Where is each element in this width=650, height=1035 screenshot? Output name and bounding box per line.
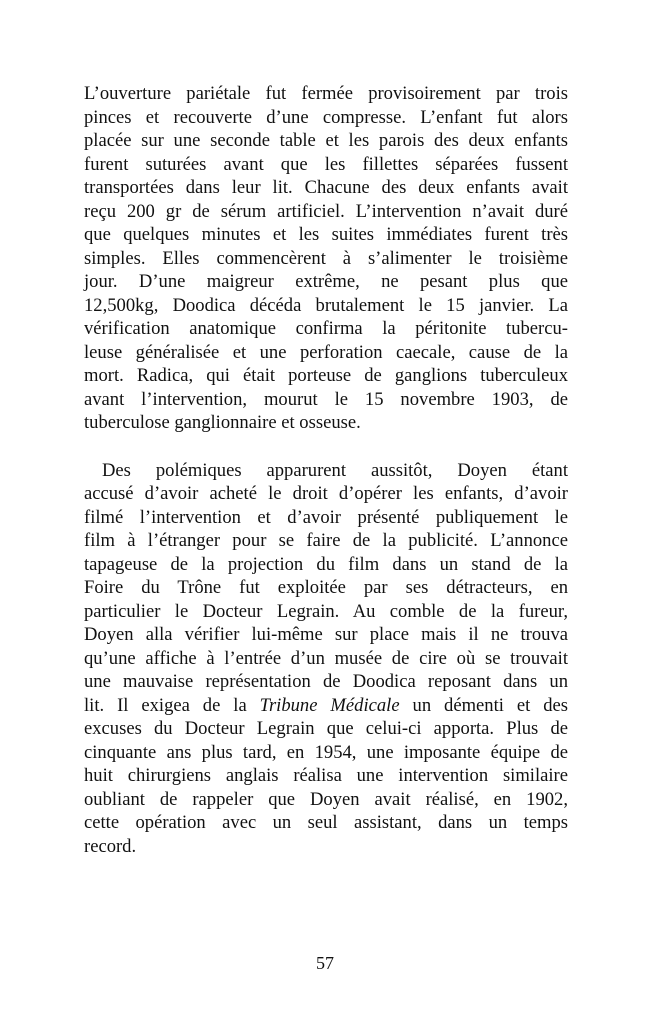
text-line-with-italic (84, 694, 568, 718)
text-line: Foire du Trône fut exploitée par ses détracteurs, en (84, 577, 568, 598)
text-line: transportées dans leur lit. Chacune des deux enfants avait (84, 177, 568, 198)
text-line: mort. Radica, qui était porteuse de ganglions tuberculeux (84, 365, 568, 386)
text-line: tuberculose ganglionnaire et osseuse. (84, 412, 361, 433)
text-line: L’ouverture pariétale fut fermée provisoirement par trois (84, 83, 568, 104)
body-text (84, 82, 568, 858)
text-line: reçu 200 gr de sérum artificiel. L’intervention n’avait duré (84, 200, 568, 222)
text-line: avant l’intervention, mourut le 15 novembre 1903, de (84, 388, 568, 410)
text-line: Des polémiques apparurent aussitôt, Doyen étant (102, 459, 568, 481)
text-line: oubliant de rappeler que Doyen avait réalisé, en 1902, (84, 788, 568, 810)
text-line: pinces et recouverte d’une compresse. L’enfant fut alors (84, 106, 568, 128)
text-run: un démenti et des (399, 694, 568, 716)
text-line: placée sur une seconde table et les parois des deux enfants (84, 130, 568, 151)
text-line: filmé l’intervention et d’avoir présenté publiquement le (84, 506, 568, 528)
text-line: une mauvaise représentation de Doodica reposant dans un (84, 671, 568, 692)
page-number: 57 (316, 953, 334, 973)
text-line: accusé d’avoir acheté le droit d’opérer les enfants, d’avoir (84, 483, 568, 504)
text-line: excuses du Docteur Legrain que celui-ci apporta. Plus de (84, 718, 568, 739)
text-line: simples. Elles commencèrent à s’alimenter le troisième (84, 247, 568, 269)
text-line: 12,500kg, Doodica décéda brutalement le 15 janvier. La (84, 294, 568, 316)
text-line: que quelques minutes et les suites immédiates furent très (84, 224, 568, 245)
text-line: tapageuse de la projection du film dans un stand de la (84, 553, 568, 575)
text-line: jour. D’une maigreur extrême, ne pesant plus que (84, 271, 568, 292)
text-line: cette opération avec un seul assistant, dans un temps (84, 812, 568, 833)
text-line: film à l’étranger pour se faire de la publicité. L’annonce (84, 530, 568, 551)
text-line: cinquante ans plus tard, en 1954, une imposante équipe de (84, 741, 568, 763)
text-line: record. (84, 835, 137, 857)
italic-title: Tribune Médicale (259, 694, 400, 716)
paragraph-1 (84, 82, 568, 435)
paragraph-2 (84, 459, 568, 859)
text-line: huit chirurgiens anglais réalisa une intervention similaire (84, 765, 568, 786)
paragraph-spacer (84, 435, 568, 459)
text-line: qu’une affiche à l’entrée d’un musée de cire où se trouvait (84, 647, 568, 669)
text-line: particulier le Docteur Legrain. Au comble de la fureur, (84, 600, 568, 622)
text-line: Doyen alla vérifier lui-même sur place mais il ne trouva (84, 624, 568, 645)
text-line: leuse généralisée et une perforation caecale, cause de la (84, 341, 568, 363)
text-line: furent suturées avant que les fillettes séparées fussent (84, 153, 568, 175)
text-line: vérification anatomique confirma la péritonite tubercu- (84, 318, 568, 339)
text-run: lit. Il exigea de la (84, 694, 260, 716)
